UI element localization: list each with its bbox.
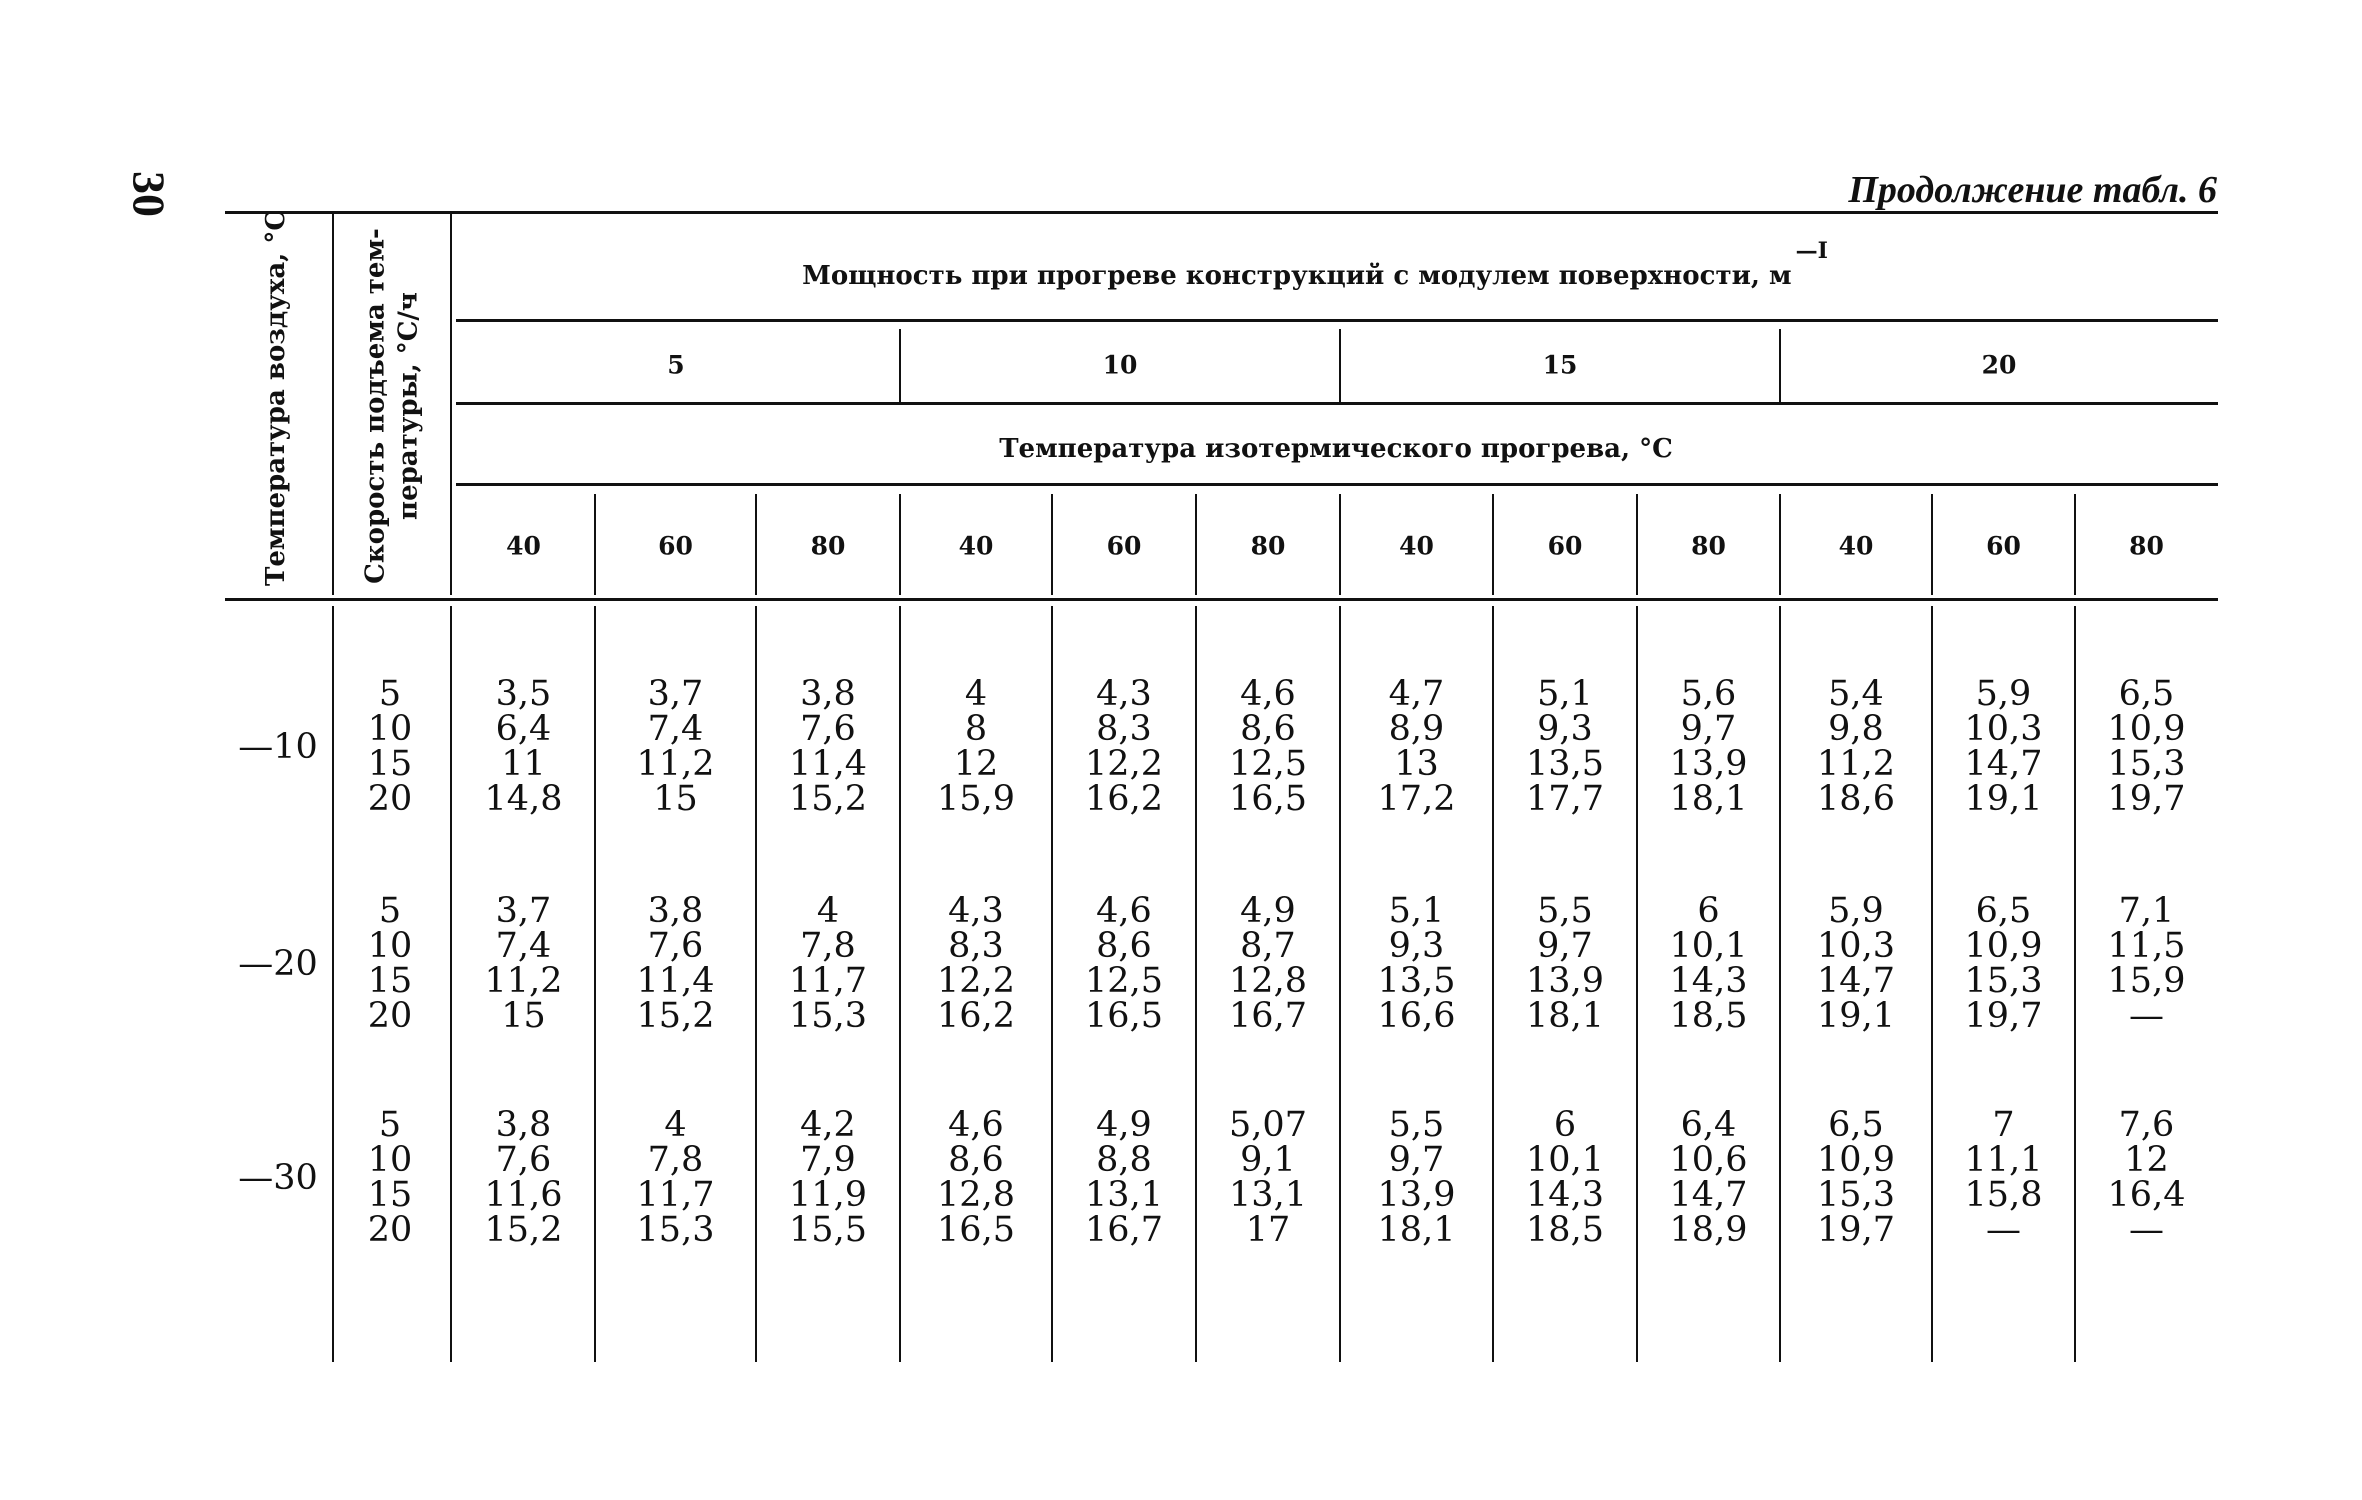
table-cell: 10,9	[2107, 709, 2186, 749]
table-cell: 11	[501, 744, 546, 784]
table-cell: 12,5	[1229, 744, 1307, 784]
table-cell: 11,4	[636, 961, 715, 1001]
table-cell: 5,4	[1828, 674, 1884, 714]
vrule-column-body	[2074, 606, 2076, 1362]
vrule-column-header	[1779, 494, 1781, 595]
rate-value: 10	[367, 1140, 413, 1180]
table-cell: 11,2	[484, 961, 563, 1001]
vrule-modulus-separator	[1779, 329, 1781, 402]
table-cell: 11,7	[789, 961, 867, 1001]
isothermal-temp-header: 80	[2129, 531, 2164, 561]
table-cell: 12,2	[937, 961, 1015, 1001]
table-cell: 13,5	[1526, 744, 1604, 784]
table-cell: 7,8	[647, 1140, 704, 1180]
table-cell: 16,7	[1229, 996, 1307, 1036]
table-cell: 9,7	[1537, 926, 1593, 966]
table-cell: 11,9	[789, 1175, 867, 1215]
table-cell: 5,9	[1975, 674, 2032, 714]
table-cell: 15	[653, 779, 698, 819]
table-cell: 17,2	[1377, 779, 1456, 819]
rate-value: 15	[367, 961, 413, 1001]
rate-value: 10	[367, 926, 413, 966]
table-cell: —	[1986, 1210, 2021, 1250]
table-cell: 10,9	[1817, 1140, 1895, 1180]
table-cell: 9,3	[1388, 926, 1445, 966]
table-cell: 11,5	[2107, 926, 2186, 966]
table-cell: 5,07	[1229, 1105, 1307, 1145]
table-cell: 15	[501, 996, 546, 1036]
table-cell: 15,8	[1964, 1175, 2043, 1215]
table-cell: 16,2	[1085, 779, 1163, 819]
table-cell: 15,2	[484, 1210, 563, 1250]
rate-value: 5	[378, 1105, 402, 1145]
table-cell: 6,4	[495, 709, 552, 749]
vrule-column-header	[899, 494, 901, 595]
table-cell: 10,3	[1817, 926, 1895, 966]
vrule-column-header	[1931, 494, 1933, 595]
table-cell: 4,2	[800, 1105, 856, 1145]
rate-value: 15	[367, 1175, 413, 1215]
table-cell: 16,5	[1085, 996, 1163, 1036]
vrule-column-header	[1339, 494, 1341, 595]
vrule-column-body	[1931, 606, 1933, 1362]
table-cell: 13,9	[1669, 744, 1748, 784]
table-cell: 7,4	[495, 926, 552, 966]
rate-value: 20	[367, 779, 413, 819]
table-cell: 19,7	[1964, 996, 2043, 1036]
table-cell: 14,7	[1817, 961, 1895, 1001]
table-cell: 13,9	[1377, 1175, 1456, 1215]
table-cell: 13	[1394, 744, 1439, 784]
table-cell: 17	[1245, 1210, 1291, 1250]
table-cell: 10,6	[1669, 1140, 1748, 1180]
table-cell: 5,5	[1537, 891, 1593, 931]
isothermal-header: Температура изотермического прогрева, °С	[999, 434, 1673, 464]
table-cell: 15,3	[789, 996, 867, 1036]
vrule-column-header	[755, 494, 757, 595]
table-cell: 8	[964, 709, 988, 749]
table-cell: 9,1	[1240, 1140, 1296, 1180]
vrule-column-header	[594, 494, 596, 595]
table-cell: 13,5	[1377, 961, 1456, 1001]
table-cell: 14,3	[1669, 961, 1748, 1001]
table-cell: 11,1	[1964, 1140, 2043, 1180]
table-cell: 12,8	[1229, 961, 1307, 1001]
table-cell: 8,3	[948, 926, 1004, 966]
table-cell: 6	[1697, 891, 1720, 931]
modulus-value-10: 10	[1102, 350, 1138, 380]
table-cell: 14,7	[1964, 744, 2043, 784]
table-cell: 12	[2124, 1140, 2169, 1180]
vrule-modulus-separator	[1339, 329, 1341, 402]
table-cell: 9,8	[1828, 709, 1884, 749]
table-cell: 15,3	[636, 1210, 715, 1250]
table-cell: 4,6	[1096, 891, 1152, 931]
table-cell: 11,6	[484, 1175, 563, 1215]
table-cell: 15,9	[2107, 961, 2186, 1001]
vrule-column-body	[1051, 606, 1053, 1362]
table-cell: 3,5	[495, 674, 552, 714]
table-cell: —	[2129, 1210, 2164, 1250]
table-cell: 19,1	[1817, 996, 1895, 1036]
vrule-column-header	[2074, 494, 2076, 595]
table-cell: 15,5	[789, 1210, 867, 1250]
table-cell: 3,8	[800, 674, 856, 714]
table-cell: 6,4	[1680, 1105, 1737, 1145]
table-cell: 16,5	[937, 1210, 1015, 1250]
table-cell: 16,7	[1085, 1210, 1163, 1250]
rule-below-power-label	[456, 319, 2218, 322]
table-cell: 3,7	[495, 891, 552, 931]
table-cell: 9,7	[1680, 709, 1737, 749]
modulus-value-5: 5	[667, 350, 685, 380]
table-cell: 13,1	[1085, 1175, 1163, 1215]
table-cell: 3,7	[647, 674, 704, 714]
rate-value: 10	[367, 709, 413, 749]
isothermal-temp-header: 60	[658, 531, 693, 561]
table-cell: 19,7	[1817, 1210, 1895, 1250]
table-cell: 6	[1553, 1105, 1577, 1145]
table-cell: 6,5	[1975, 891, 2032, 931]
vrule-rate-body	[450, 606, 452, 1362]
table-cell: 7,4	[647, 709, 704, 749]
table-cell: 12	[953, 744, 999, 784]
vrule-column-body	[1339, 606, 1341, 1362]
table-cell: 7,9	[800, 1140, 856, 1180]
vrule-rate	[450, 214, 452, 595]
vrule-column-body	[1779, 606, 1781, 1362]
table-cell: 4,3	[1096, 674, 1152, 714]
table-cell: 4,7	[1388, 674, 1445, 714]
table-cell: 15,2	[789, 779, 867, 819]
table-cell: 4,9	[1240, 891, 1296, 931]
isothermal-temp-header: 60	[1986, 531, 2021, 561]
rate-value: 20	[367, 996, 413, 1036]
table-cell: 19,7	[2107, 779, 2186, 819]
table-cell: 5,1	[1388, 891, 1445, 931]
table-cell: 3,8	[647, 891, 704, 931]
vrule-air-temp	[332, 214, 334, 595]
vrule-column-body	[899, 606, 901, 1362]
table-cell: 12,8	[937, 1175, 1015, 1215]
table-cell: 11,4	[789, 744, 867, 784]
table-cell: 10,9	[1964, 926, 2043, 966]
table-cell: 8,9	[1388, 709, 1445, 749]
table-cell: 11,2	[1817, 744, 1895, 784]
table-cell: 4,6	[1240, 674, 1296, 714]
table-cell: 7,6	[800, 709, 856, 749]
table-cell: 8,6	[948, 1140, 1004, 1180]
table-cell: 7,6	[2118, 1105, 2175, 1145]
isothermal-temp-header: 80	[1691, 531, 1726, 561]
vrule-column-body	[1492, 606, 1494, 1362]
table-cell: 9,3	[1537, 709, 1593, 749]
table-cell: 16,4	[2107, 1175, 2186, 1215]
table-cell: 7,6	[495, 1140, 552, 1180]
table-cell: 15,3	[1817, 1175, 1895, 1215]
table-cell: 6,5	[2118, 674, 2175, 714]
table-cell: 17,7	[1526, 779, 1604, 819]
table-cell: 10,3	[1964, 709, 2043, 749]
rate-value: 5	[378, 891, 402, 931]
table-cell: 18,1	[1669, 779, 1748, 819]
vrule-modulus-separator	[899, 329, 901, 402]
isothermal-temp-header: 40	[506, 531, 541, 561]
table-cell: 18,5	[1669, 996, 1748, 1036]
vrule-air-temp-body	[332, 606, 334, 1362]
table-cell: 7,1	[2118, 891, 2175, 931]
table-cell: 7	[1992, 1105, 2015, 1145]
table-cell: 15,3	[1964, 961, 2043, 1001]
power-header	[802, 238, 1828, 291]
rule-below-isothermal-label	[456, 483, 2218, 486]
table-cell: 11,2	[636, 744, 715, 784]
table-cell: 4,3	[948, 891, 1004, 931]
table-cell: 14,8	[484, 779, 563, 819]
table-cell: 4	[964, 674, 988, 714]
air-temp-value: —20	[238, 944, 318, 984]
isothermal-temp-header: 60	[1547, 531, 1583, 561]
table-cell: 15,2	[636, 996, 715, 1036]
table-caption: Продолжение табл. 6	[1848, 169, 2217, 211]
table-cell: 18,9	[1669, 1210, 1748, 1250]
table-cell: 5,5	[1388, 1105, 1445, 1145]
rate-value: 5	[378, 674, 402, 714]
table-cell: 4,9	[1096, 1105, 1152, 1145]
table-cell: 15,9	[937, 779, 1015, 819]
table-cell: 8,8	[1096, 1140, 1152, 1180]
table-cell: 4	[816, 891, 840, 931]
table-cell: 14,3	[1526, 1175, 1604, 1215]
page-number: 30	[123, 171, 175, 217]
table-cell: 10,1	[1526, 1140, 1604, 1180]
table-cell: 6,5	[1828, 1105, 1884, 1145]
isothermal-temp-header: 80	[810, 531, 846, 561]
table-cell: 7,6	[647, 926, 704, 966]
vrule-column-body	[1636, 606, 1638, 1362]
vrule-column-body	[594, 606, 596, 1362]
isothermal-temp-header: 40	[1838, 531, 1874, 561]
vrule-column-header	[1051, 494, 1053, 595]
table-cell: 7,8	[800, 926, 856, 966]
power-label: Мощность при прогреве конструкций с модулем поверхности, м	[802, 261, 1792, 291]
air-temp-header: Температура воздуха, °С	[260, 209, 291, 587]
table-cell: 18,1	[1377, 1210, 1456, 1250]
table-cell: 4	[664, 1105, 687, 1145]
modulus-value-15: 15	[1542, 350, 1578, 380]
modulus-value-20: 20	[1981, 350, 2017, 380]
isothermal-temp-header: 40	[958, 531, 994, 561]
table-cell: 13,1	[1229, 1175, 1307, 1215]
isothermal-temp-header: 60	[1106, 531, 1142, 561]
table-cell: 9,7	[1388, 1140, 1445, 1180]
table-cell: 4,6	[948, 1105, 1004, 1145]
table-cell: 8,7	[1240, 926, 1296, 966]
table-cell: 5,9	[1828, 891, 1884, 931]
power-unit-exponent: —I	[1795, 238, 1828, 264]
table-cell: 16,5	[1229, 779, 1307, 819]
header-bottom-rule	[225, 598, 2218, 601]
rule-below-modulus	[456, 402, 2218, 405]
table-cell: 12,2	[1085, 744, 1163, 784]
top-rule	[225, 211, 2218, 214]
table-cell: 11,7	[636, 1175, 715, 1215]
vrule-column-header	[1195, 494, 1197, 595]
rate-value: 15	[367, 744, 413, 784]
rate-header-line1: Скорость подъема тем-	[360, 228, 391, 584]
table-cell: 14,7	[1669, 1175, 1748, 1215]
rate-value: 20	[367, 1210, 413, 1250]
table-cell: —	[2129, 996, 2164, 1036]
vrule-column-header	[1492, 494, 1494, 595]
table-cell: 5,6	[1680, 674, 1737, 714]
table-cell: 10,1	[1669, 926, 1748, 966]
table-cell: 18,1	[1526, 996, 1604, 1036]
table-cell: 3,8	[495, 1105, 552, 1145]
isothermal-temp-header: 80	[1250, 531, 1286, 561]
table-cell: 5,1	[1537, 674, 1593, 714]
table-cell: 8,6	[1096, 926, 1152, 966]
air-temp-value: —30	[238, 1158, 318, 1198]
table-cell: 16,6	[1377, 996, 1456, 1036]
table-cell: 8,3	[1096, 709, 1152, 749]
table-cell: 8,6	[1240, 709, 1296, 749]
table-cell: 15,3	[2107, 744, 2186, 784]
rate-header-line2: пературы, °С/ч	[393, 292, 423, 520]
table-cell: 16,2	[937, 996, 1015, 1036]
table-cell: 13,9	[1526, 961, 1604, 1001]
table-cell: 18,5	[1526, 1210, 1604, 1250]
table-cell: 19,1	[1964, 779, 2043, 819]
isothermal-temp-header: 40	[1399, 531, 1434, 561]
vrule-column-body	[1195, 606, 1197, 1362]
air-temp-value: —10	[238, 727, 318, 767]
vrule-column-header	[1636, 494, 1638, 595]
table-cell: 18,6	[1817, 779, 1895, 819]
rate-header	[360, 228, 425, 584]
table-cell: 12,5	[1085, 961, 1163, 1001]
vrule-column-body	[755, 606, 757, 1362]
